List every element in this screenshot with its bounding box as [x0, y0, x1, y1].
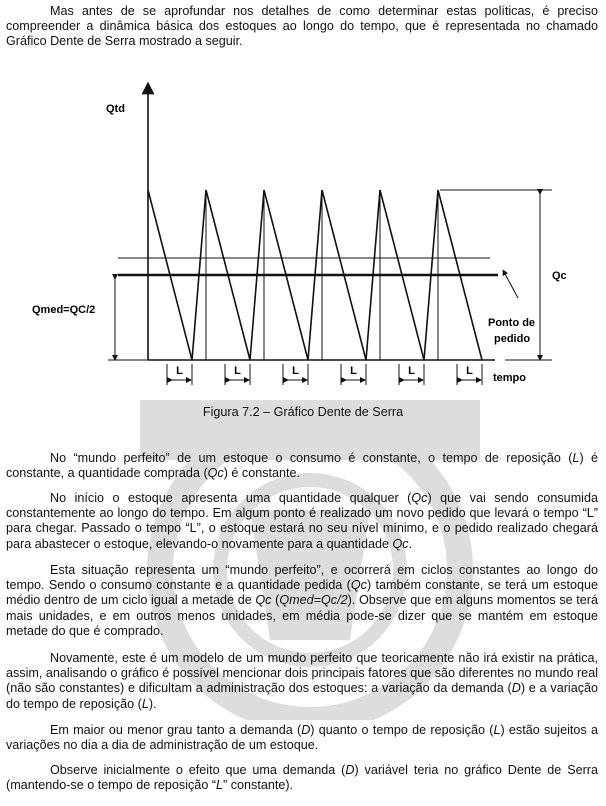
y-axis-label: Qtd: [106, 103, 125, 115]
x-axis-label: tempo: [493, 372, 526, 384]
paragraph-5: Em maior ou menor grau tanto a demanda (D) quanto o tempo de reposição (L) estão sujeitos a variações no dia a dia de administração de um estoque.: [6, 723, 598, 753]
lead-time-label: L: [176, 365, 183, 377]
lead-time-label: L: [292, 365, 299, 377]
lead-time-label: L: [408, 365, 415, 377]
qc-label: Qc: [552, 270, 567, 282]
paragraph-3: Esta situação representa um “mundo perfeito”, e ocorrerá em ciclos constantes ao longo do tempo. Sendo o consumo constante e a quantidade pedida (Qc) também constante, se terá um estoque médio dentro de um ciclo igual a metade de Qc (Qmed=Qc/2). Observe que em alguns momentos se terá mais unidades, e em outros menos unidades, em média pode-se dizer que se mantém em estoque metade do que é comprado.: [6, 563, 598, 638]
lead-time-label: L: [234, 365, 241, 377]
paragraph-4: Novamente, este é um modelo de um mundo perfeito que teoricamente não irá existir na prática, assim, analisando o gráfico é possível mencionar dois principais fatores que são diferentes no mundo real (não são constantes) e dificultam a administração dos estoques: a variação da demanda (D) e a variação do tempo de reposição (L).: [6, 651, 598, 711]
lead-time-markers: [167, 364, 482, 385]
intro-paragraph: Mas antes de se aprofundar nos detalhes de como determinar estas políticas, é preciso compreender a dinâmica básica dos estoques ao longo do tempo, que é representada no chamado Gráfico Dente de Serra mostrado a seguir.: [6, 4, 598, 49]
qmed-label: Qmed=QC/2: [32, 304, 96, 316]
reorder-arrow: [504, 272, 518, 298]
reorder-label-line1: Ponto de: [488, 317, 536, 329]
lead-time-label: L: [466, 365, 473, 377]
chart-labels: [32, 103, 567, 384]
sawtooth-series: [118, 190, 498, 360]
paragraph-2: No início o estoque apresenta uma quantidade qualquer (Qc) que vai sendo consumida constantemente ao longo do tempo. Em algum ponto é realizado um novo pedido que levará o tempo “L” para chegar. Passado o tempo “L”, o estoque estará no seu nível mínimo, e o pedido realizado chegará para abastecer o estoque, elevando-o novamente para a quantidade Qc.: [6, 491, 598, 551]
sawtooth-figure: [0, 80, 606, 400]
lead-time-label: L: [350, 365, 357, 377]
figure-caption: Figura 7.2 – Gráfico Dente de Serra: [202, 405, 404, 419]
paragraph-6: Observe inicialmente o efeito que uma demanda (D) variável teria no gráfico Dente de Serra (mantendo-se o tempo de reposição “L” constante).: [6, 763, 598, 793]
reorder-label-line2: pedido: [494, 333, 531, 345]
paragraph-1: No “mundo perfeito” de um estoque o consumo é constante, o tempo de reposição (L) é constante, a quantidade comprada (Qc) é constante.: [6, 451, 598, 481]
